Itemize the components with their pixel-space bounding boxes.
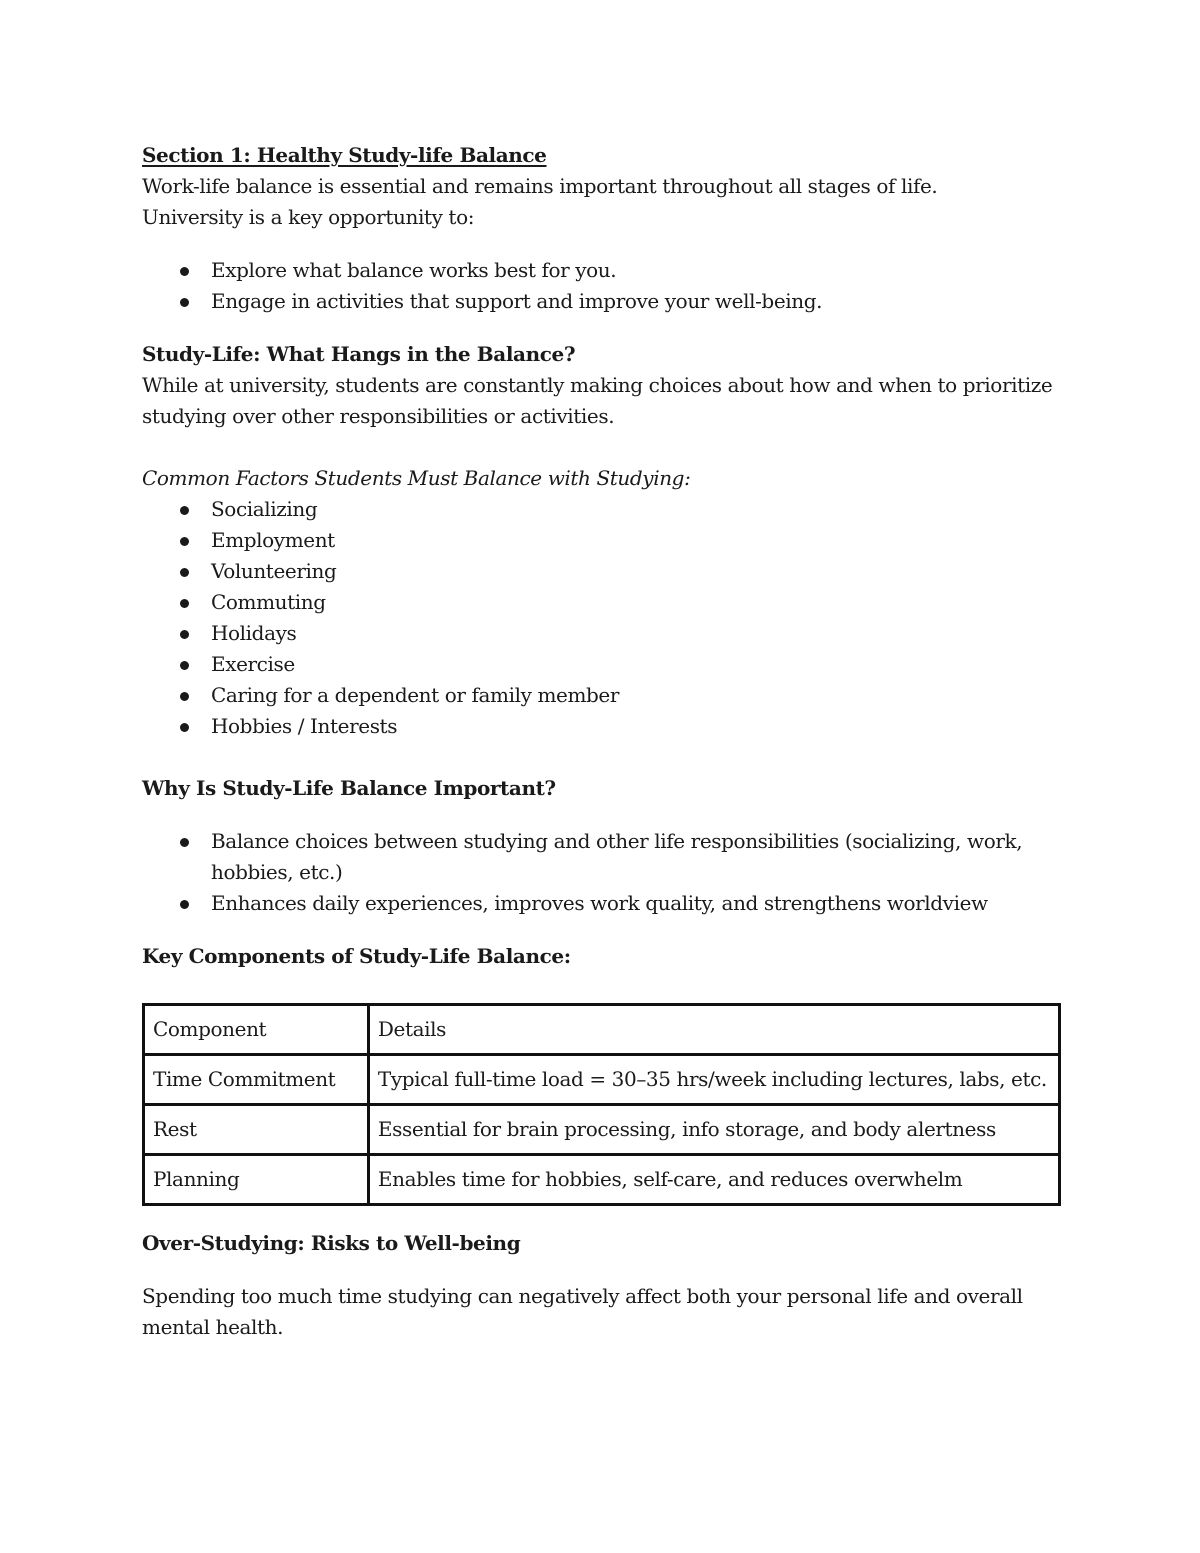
section-title: Section 1: Healthy Study-life Balance: [142, 143, 547, 167]
list-item: Holidays: [142, 618, 1072, 649]
why-list: [142, 826, 1072, 919]
list-item: Commuting: [142, 587, 1072, 618]
table-header-row: [144, 1005, 1060, 1055]
list-item: Hobbies / Interests: [142, 711, 1072, 742]
bullet-icon: [180, 661, 189, 670]
table-row: [144, 1055, 1060, 1105]
table-row: [144, 1155, 1060, 1205]
intro-line-1: Work-life balance is essential and remains important throughout all stages of life.: [142, 174, 938, 198]
table-cell: Time Commitment: [144, 1055, 369, 1105]
table-header-cell: Details: [368, 1005, 1059, 1055]
opportunity-list: [142, 255, 1072, 317]
document-page: [142, 140, 1072, 1343]
table-row: [144, 1105, 1060, 1155]
list-item: Employment: [142, 525, 1072, 556]
bullet-icon: [180, 537, 189, 546]
list-item: Explore what balance works best for you.: [142, 255, 1072, 286]
bullet-icon: [180, 599, 189, 608]
factors-heading: Common Factors Students Must Balance with Studying:: [142, 466, 691, 490]
overstudy-heading: Over-Studying: Risks to Well-being: [142, 1231, 521, 1255]
components-heading: Key Components of Study-Life Balance:: [142, 944, 571, 968]
overstudy-paragraph-line-1: Spending too much time studying can negatively affect both your personal life and overall: [142, 1284, 1023, 1308]
table-header-cell: Component: [144, 1005, 369, 1055]
list-item: Balance choices between studying and other life responsibilities (socializing, work, hobbies, etc.): [142, 826, 1072, 888]
bullet-icon: [180, 568, 189, 577]
bullet-icon: [180, 267, 189, 276]
bullet-icon: [180, 900, 189, 909]
bullet-icon: [180, 298, 189, 307]
list-item: Exercise: [142, 649, 1072, 680]
table-cell: Planning: [144, 1155, 369, 1205]
list-item: Engage in activities that support and improve your well-being.: [142, 286, 1072, 317]
bullet-icon: [180, 838, 189, 847]
hangs-paragraph-line-2: studying over other responsibilities or activities.: [142, 404, 615, 428]
overstudy-paragraph-line-2: mental health.: [142, 1315, 284, 1339]
components-table: [142, 1003, 1061, 1206]
hangs-heading: Study-Life: What Hangs in the Balance?: [142, 342, 576, 366]
bullet-icon: [180, 506, 189, 515]
list-item: Socializing: [142, 494, 1072, 525]
intro-line-2: University is a key opportunity to:: [142, 205, 475, 229]
list-item: Volunteering: [142, 556, 1072, 587]
list-item: Enhances daily experiences, improves work quality, and strengthens worldview: [142, 888, 1072, 919]
list-item: Caring for a dependent or family member: [142, 680, 1072, 711]
table-cell: Rest: [144, 1105, 369, 1155]
hangs-paragraph-line-1: While at university, students are constantly making choices about how and when to prioritize: [142, 373, 1053, 397]
table-cell: Typical full-time load = 30–35 hrs/week including lectures, labs, etc.: [368, 1055, 1059, 1105]
table-cell: Essential for brain processing, info storage, and body alertness: [368, 1105, 1059, 1155]
bullet-icon: [180, 723, 189, 732]
bullet-icon: [180, 692, 189, 701]
bullet-icon: [180, 630, 189, 639]
table-cell: Enables time for hobbies, self-care, and reduces overwhelm: [368, 1155, 1059, 1205]
why-heading: Why Is Study-Life Balance Important?: [142, 776, 556, 800]
factors-list: [142, 494, 1072, 742]
